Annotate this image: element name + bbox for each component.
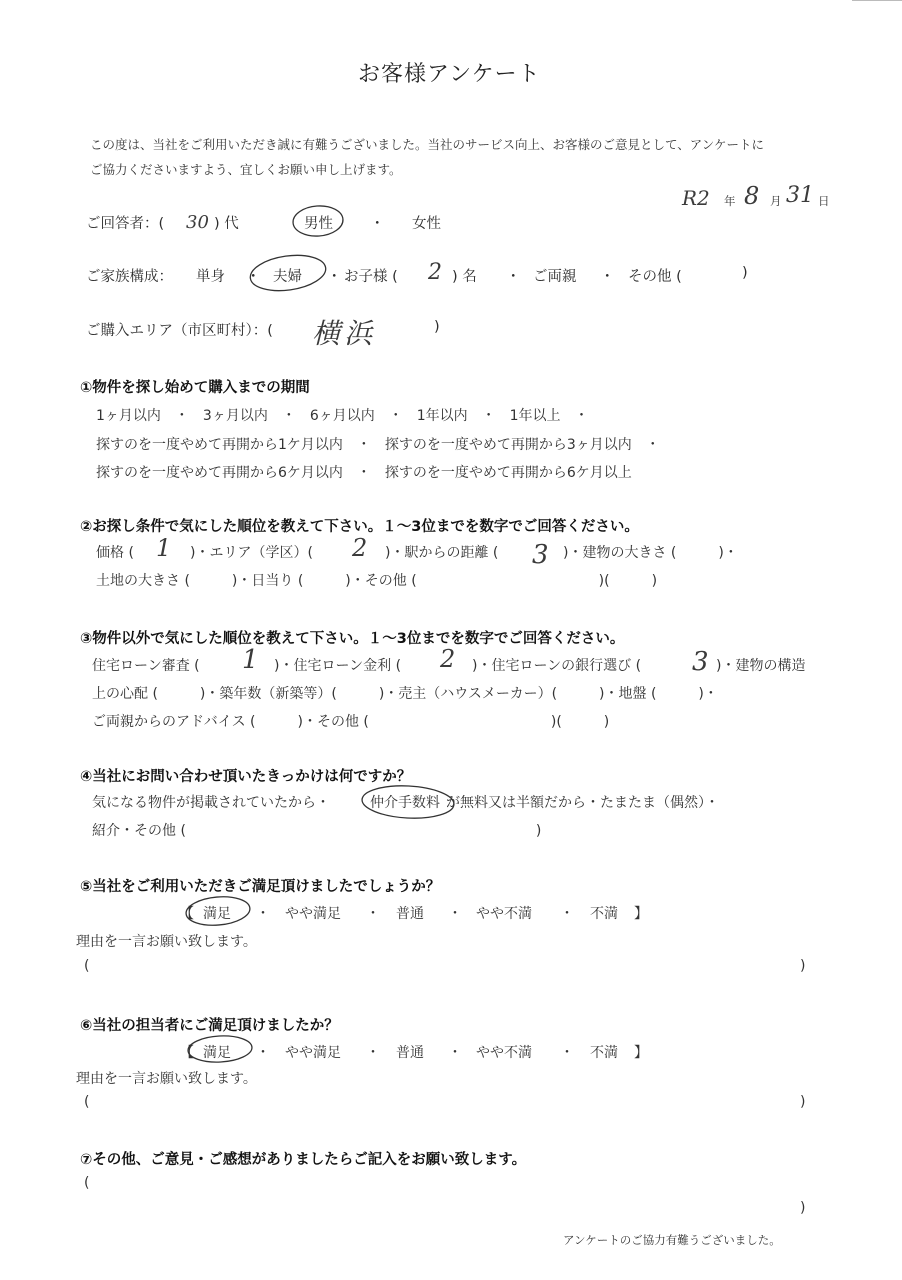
- q6-option-dissatisfied[interactable]: 不満: [590, 1045, 618, 1061]
- q6-reason-close: ): [800, 1094, 806, 1110]
- intro-line-1: この度は、当社をご利用いただき誠に有難うございました。当社のサービス向上、お客様のご意見として、アンケートに: [90, 137, 765, 152]
- footer-thanks: アンケートのご協力有難うございました。: [563, 1233, 781, 1247]
- q6-bracket-open: 【: [180, 1045, 194, 1061]
- family-other-close: ): [742, 265, 748, 281]
- q2-building-label: )・建物の大きさ ( )・: [563, 545, 738, 561]
- q7-comment-open: (: [84, 1175, 90, 1191]
- q3-title: ③物件以外で気にした順位を教えて下さい。１～3位までを数字でご回答ください。: [80, 631, 625, 647]
- q6-bracket-close: 】: [634, 1045, 648, 1061]
- q2-station-rank: 3: [532, 540, 549, 570]
- q5-option-somewhat-dissatisfied[interactable]: やや不満: [476, 906, 532, 922]
- q5-bracket-close: 】: [634, 906, 648, 922]
- q5-reason-open: (: [84, 958, 90, 974]
- q5-sep-4: ・: [560, 906, 574, 922]
- q3-bank-label: )・住宅ローンの銀行選び (: [472, 658, 642, 674]
- q6-option-somewhat-dissatisfied[interactable]: やや不満: [476, 1045, 532, 1061]
- q4-option-listing[interactable]: 気になる物件が掲載されていたから・: [92, 795, 330, 811]
- q4-option-fee[interactable]: 仲介手数料: [370, 795, 440, 811]
- q6-reason-label: 理由を一言お願い致します。: [76, 1071, 257, 1087]
- q1-options-row-1[interactable]: 1ヶ月以内 ・ 3ヶ月以内 ・ 6ヶ月以内 ・ 1年以内 ・ 1年以上 ・: [96, 408, 589, 424]
- q4-option-free-half[interactable]: が無料又は半額だから・たまたま（偶然）・: [446, 795, 719, 811]
- q6-title: ⑥当社の担当者にご満足頂けましたか？: [80, 1018, 339, 1034]
- q1-title: ①物件を探し始めて購入までの期間: [80, 380, 310, 396]
- family-children-count: 2: [428, 260, 442, 285]
- intro-line-2: ご協力くださいますよう、宜しくお願い申し上げます。: [90, 162, 402, 177]
- family-couple[interactable]: 夫婦: [273, 269, 302, 285]
- q3-bank-rank: 3: [692, 647, 709, 677]
- q3-loan-rate-label: )・住宅ローン金利 (: [274, 658, 402, 674]
- q5-option-satisfied[interactable]: 満足: [203, 906, 231, 922]
- q5-sep-2: ・: [366, 906, 380, 922]
- q5-bracket-open: 【: [180, 906, 194, 922]
- q2-price-label: 価格 (: [96, 545, 134, 561]
- q5-option-somewhat-satisfied[interactable]: やや満足: [285, 906, 341, 922]
- q4-row-2[interactable]: 紹介・その他 ( ): [92, 823, 542, 839]
- q7-comment-close: ): [800, 1200, 806, 1216]
- family-sep-2: ・: [327, 269, 342, 285]
- respondent-age: 30: [186, 212, 209, 233]
- date-nen-label: 年: [724, 194, 736, 208]
- q5-sep-3: ・: [448, 906, 462, 922]
- date-month: 8: [744, 182, 760, 210]
- q3-loan-review-label: 住宅ローン審査 (: [92, 658, 200, 674]
- q6-sep-1: ・: [256, 1045, 270, 1061]
- q2-title: ②お探し条件で気にした順位を教えて下さい。１～3位までを数字でご回答ください。: [80, 519, 639, 535]
- date-day: 31: [786, 183, 814, 208]
- family-children-unit: ) 名: [452, 269, 477, 285]
- date-era: R2: [682, 186, 710, 210]
- area-close: ): [434, 319, 440, 335]
- q6-sep-2: ・: [366, 1045, 380, 1061]
- family-label: ご家族構成：: [86, 269, 173, 285]
- q1-options-row-3[interactable]: 探すのを一度やめて再開から6ケ月以内 ・ 探すのを一度やめて再開から6ケ月以上: [96, 465, 632, 481]
- respondent-male[interactable]: 男性: [304, 216, 333, 232]
- family-other[interactable]: その他 (: [628, 269, 682, 285]
- q5-sep-1: ・: [256, 906, 270, 922]
- respondent-dai: ) 代: [214, 216, 239, 232]
- q5-reason-close: ): [800, 958, 806, 974]
- page-title: お客様アンケート: [358, 62, 541, 87]
- area-value: 横浜: [312, 317, 377, 350]
- scan-edge: [852, 0, 902, 9]
- q7-title: ⑦その他、ご意見・ご感想がありましたらご記入をお願い致します。: [80, 1152, 527, 1168]
- family-single[interactable]: 単身: [196, 269, 225, 285]
- q6-option-satisfied[interactable]: 満足: [203, 1045, 231, 1061]
- q3-structure-label: )・建物の構造: [716, 658, 806, 674]
- q2-price-rank: 1: [156, 534, 172, 562]
- family-sep-1: ・: [246, 269, 261, 285]
- respondent-label: ご回答者：(: [86, 216, 165, 232]
- q5-option-dissatisfied[interactable]: 不満: [590, 906, 618, 922]
- q5-option-neutral[interactable]: 普通: [396, 906, 424, 922]
- q3-row-3: ご両親からのアドバイス ( )・その他 ( )( ): [92, 714, 610, 730]
- q5-title: ⑤当社をご利用いただきご満足頂けましたでしょうか？: [80, 879, 441, 895]
- q3-row-2: 上の心配 ( )・築年数（新築等）( )・売主（ハウスメーカー）( )・地盤 ( )・: [92, 686, 718, 702]
- q4-title: ④当社にお問い合わせ頂いたきっかけは何ですか？: [80, 769, 412, 785]
- q2-station-label: )・駅からの距離 (: [385, 545, 499, 561]
- family-parents[interactable]: ご両親: [533, 269, 577, 285]
- q3-loan-rate-rank: 2: [440, 645, 456, 673]
- respondent-female[interactable]: 女性: [412, 216, 441, 232]
- q6-option-neutral[interactable]: 普通: [396, 1045, 424, 1061]
- q6-reason-open: (: [84, 1094, 90, 1110]
- q5-reason-label: 理由を一言お願い致します。: [76, 934, 257, 950]
- respondent-sep: ・: [370, 216, 385, 232]
- date-day-label: 日: [818, 194, 830, 208]
- q2-area-rank: 2: [352, 534, 368, 562]
- q2-area-label: )・エリア（学区）(: [190, 545, 313, 561]
- q1-options-row-2[interactable]: 探すのを一度やめて再開から1ケ月以内 ・ 探すのを一度やめて再開から3ヶ月以内 ・: [96, 437, 660, 453]
- date-month-label: 月: [770, 194, 782, 208]
- q6-sep-3: ・: [448, 1045, 462, 1061]
- area-label: ご購入エリア（市区町村）：(: [86, 323, 273, 339]
- q3-loan-review-rank: 1: [242, 645, 259, 675]
- family-sep-4: ・: [600, 269, 615, 285]
- family-sep-3: ・: [506, 269, 521, 285]
- family-children-label: お子様 (: [344, 269, 398, 285]
- q2-row-2: 土地の大きさ ( )・日当り ( )・その他 ( )( ): [96, 573, 658, 589]
- q6-option-somewhat-satisfied[interactable]: やや満足: [285, 1045, 341, 1061]
- q6-sep-4: ・: [560, 1045, 574, 1061]
